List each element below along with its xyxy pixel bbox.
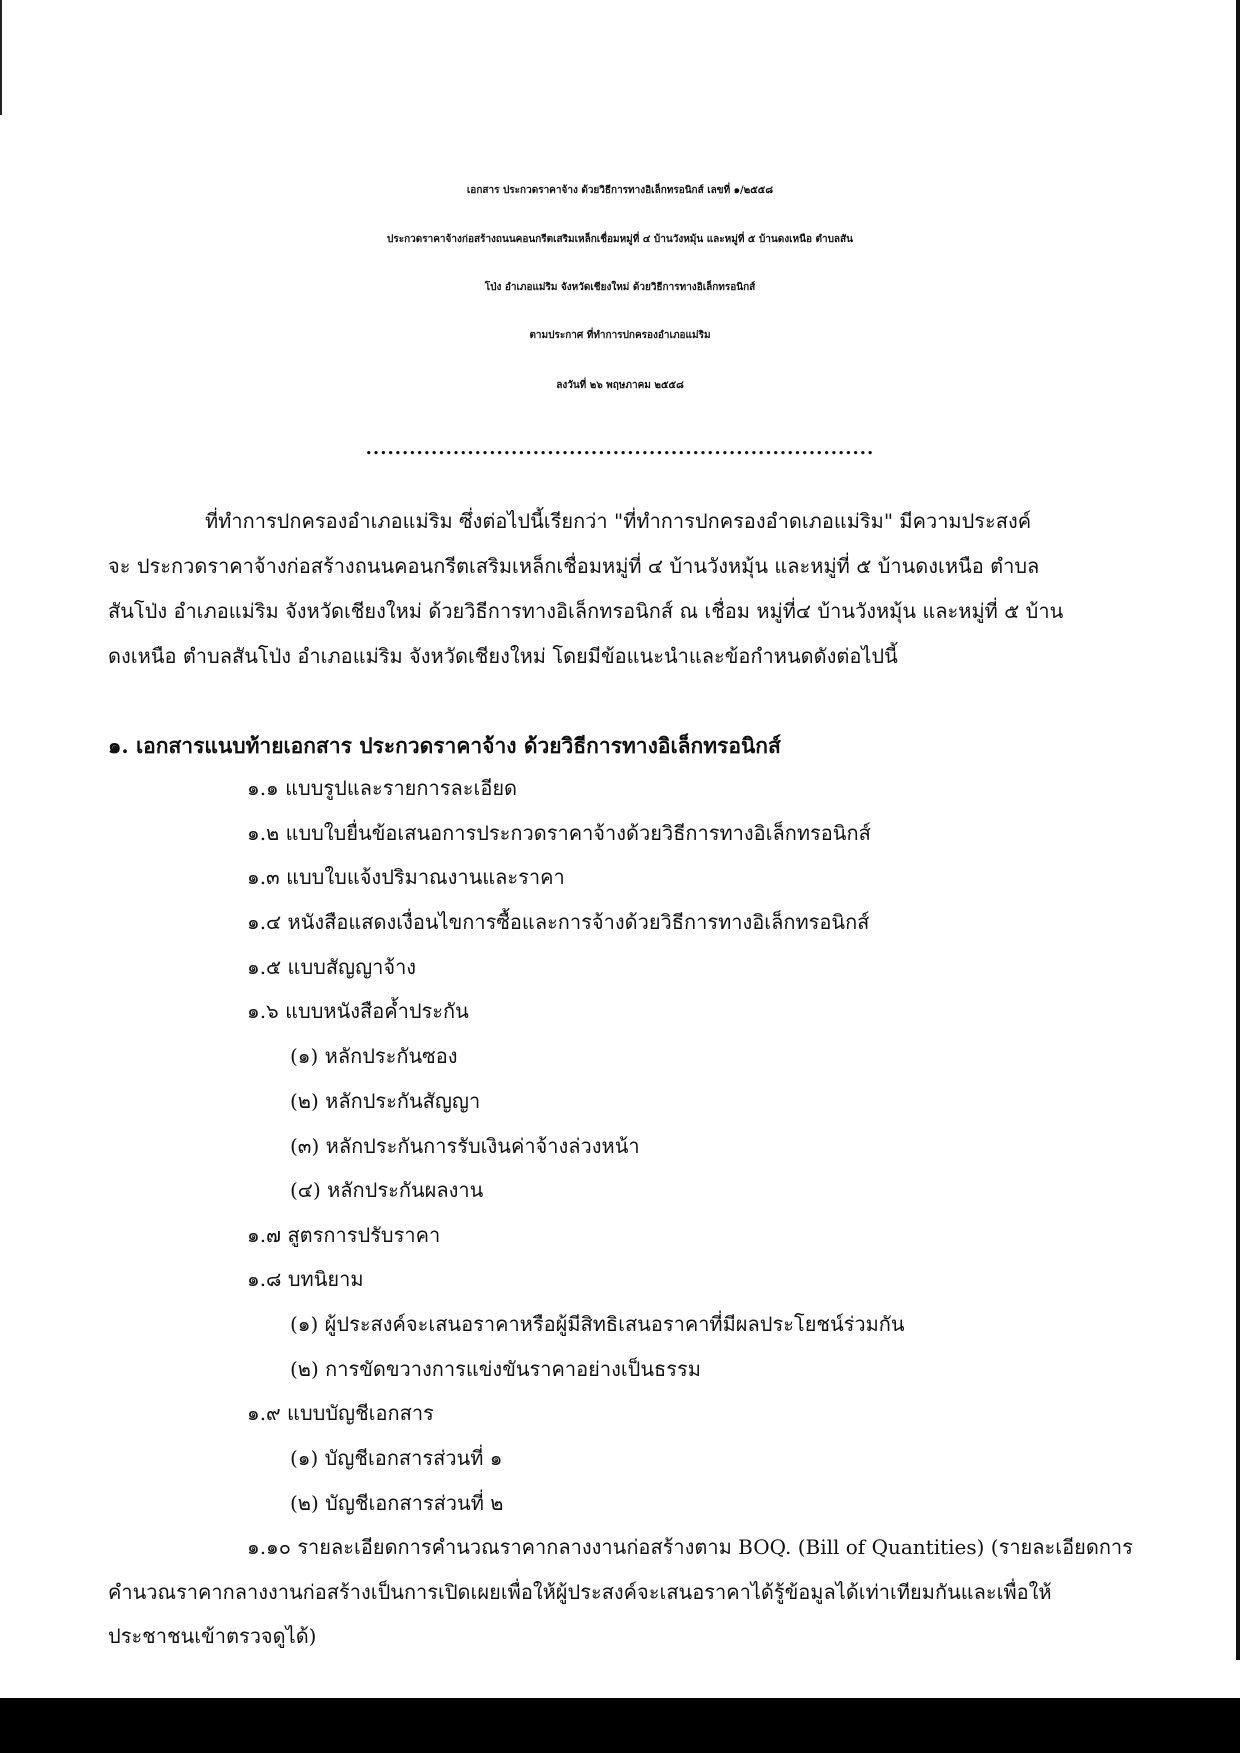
list-item: ๑.๑ แบบรูปและรายการละเอียด <box>247 776 518 800</box>
header-line-announcement: ตามประกาศ ที่ทำการปกครองอำเภอแม่ริม <box>529 330 711 341</box>
scan-left-edge <box>0 0 2 115</box>
list-item: ๑.๔ หนังสือแสดงเงื่อนไขการซื้อและการจ้างด้วยวิธีการทางอิเล็กทรอนิกส์ <box>247 910 870 934</box>
scan-right-edge <box>1236 0 1240 1660</box>
intro-line: จะ ประกวดราคาจ้างก่อสร้างถนนคอนกรีตเสริมเหล็กเชื่อมหมู่ที่ ๔ บ้านวังหมุ้น และหมู่ที่ ๕ บ้านดงเหนือ ตำบล <box>108 554 1040 578</box>
list-item: ๑.๘ บทนิยาม <box>247 1267 364 1291</box>
item-1-10-line: คำนวณราคากลางงานก่อสร้างเป็นการเปิดเผยเพื่อให้ผู้ประสงค์จะเสนอราคาได้รู้ข้อมูลได้เท่าเทียมกันและเพื่อให้ <box>108 1580 1052 1604</box>
list-subitem: (๔) หลักประกันผลงาน <box>290 1178 484 1202</box>
intro-line: สันโป่ง อำเภอแม่ริม จังหวัดเชียงใหม่ ด้วยวิธีการทางอิเล็กทรอนิกส์ ณ เชื่อม หมู่ที่๔ บ้านวังหมุ้น และหมู่ที่ ๕ บ้าน <box>108 599 1064 623</box>
header-line-project-1: ประกวดราคาจ้างก่อสร้างถนนคอนกรีตเสริมเหล็กเชื่อมหมู่ที่ ๔ บ้านวังหมุ้น และหมู่ที่ ๕ บ้านดงเหนือ ตำบลสัน <box>387 234 853 245</box>
list-item: ๑.๖ แบบหนังสือค้ำประกัน <box>247 999 469 1023</box>
list-subitem: (๒) หลักประกันสัญญา <box>290 1089 481 1113</box>
list-subitem: (๒) การขัดขวางการแข่งขันราคาอย่างเป็นธรรม <box>290 1357 701 1381</box>
list-subitem: (๑) หลักประกันซอง <box>290 1044 458 1068</box>
list-subitem: (๑) บัญชีเอกสารส่วนที่ ๑ <box>290 1446 503 1470</box>
item-1-10-line: ประชาชนเข้าตรวจดูได้) <box>108 1624 317 1648</box>
list-subitem: (๓) หลักประกันการรับเงินค่าจ้างล่วงหน้า <box>290 1134 640 1158</box>
header-line-document-number: เอกสาร ประกวดราคาจ้าง ด้วยวิธีการทางอิเล็กทรอนิกส์ เลขที่ ๑/๒๕๕๘ <box>466 185 774 196</box>
scan-bottom-bar <box>0 1698 1240 1753</box>
list-subitem: (๑) ผู้ประสงค์จะเสนอราคาหรือผู้มีสิทธิเสนอราคาที่มีผลประโยชน์ร่วมกัน <box>290 1312 905 1336</box>
intro-line: ที่ทำการปกครองอำเภอแม่ริม ซึ่งต่อไปนี้เรียกว่า "ที่ทำการปกครองอำดเภอแม่ริม" มีความประสงค์ <box>205 509 1032 533</box>
list-item: ๑.๓ แบบใบแจ้งปริมาณงานและราคา <box>247 865 565 889</box>
list-item: ๑.๒ แบบใบยื่นข้อเสนอการประกวดราคาจ้างด้วยวิธีการทางอิเล็กทรอนิกส์ <box>247 821 871 845</box>
intro-line: ดงเหนือ ตำบลสันโป่ง อำเภอแม่ริม จังหวัดเชียงใหม่ โดยมีข้อแนะนำและข้อกำหนดดังต่อไปนี้ <box>108 644 898 668</box>
list-subitem: (๒) บัญชีเอกสารส่วนที่ ๒ <box>290 1491 504 1515</box>
header-separator: ...................................................................... <box>365 438 875 459</box>
item-1-10-line: ๑.๑๐ รายละเอียดการคำนวณราคากลางงานก่อสร้างตาม BOQ. (Bill of Quantities) (รายละเอียดการ <box>247 1535 1133 1559</box>
list-item: ๑.๕ แบบสัญญาจ้าง <box>247 955 417 979</box>
section-1-title: ๑. เอกสารแนบท้ายเอกสาร ประกวดราคาจ้าง ด้วยวิธีการทางอิเล็กทรอนิกส์ <box>108 733 781 758</box>
header-line-project-2: โป่ง อำเภอแม่ริม จังหวัดเชียงใหม่ ด้วยวิธีการทางอิเล็กทรอนิกส์ <box>484 282 756 293</box>
list-item: ๑.๙ แบบบัญชีเอกสาร <box>247 1401 434 1425</box>
header-line-date: ลงวันที่ ๒๖ พฤษภาคม ๒๕๕๘ <box>556 380 684 391</box>
list-item: ๑.๗ สูตรการปรับราคา <box>247 1223 441 1247</box>
